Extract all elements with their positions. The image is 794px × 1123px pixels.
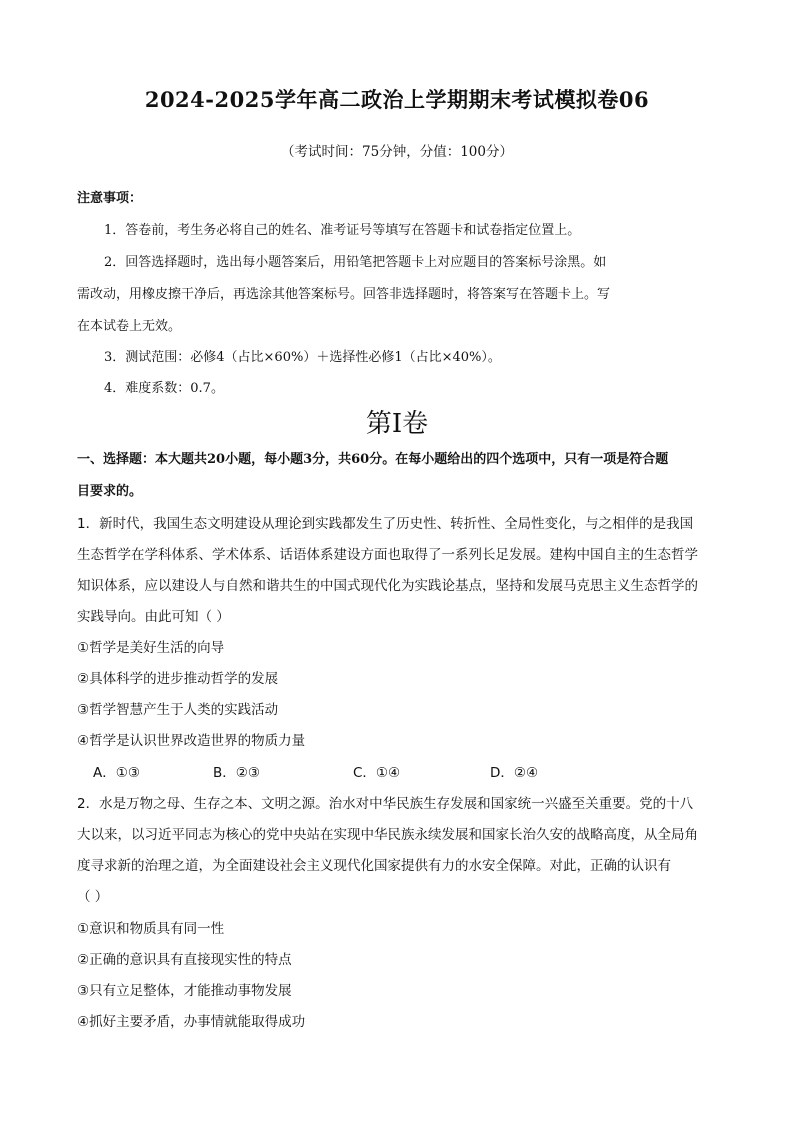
question-2-stem: （ ） bbox=[77, 889, 109, 905]
question-1-statement: ②具体科学的进步推动哲学的发展 bbox=[77, 671, 279, 687]
question-2-statement: ③只有立足整体，才能推动事物发展 bbox=[77, 983, 292, 999]
question-2-stem: 大以来，以习近平同志为核心的党中央站在实现中华民族永续发展和国家长治久安的战略高度，从全局角 bbox=[77, 827, 698, 843]
part-heading: 目要求的。 bbox=[77, 484, 143, 499]
question-1-option-c[interactable]: C．①④ bbox=[353, 765, 401, 781]
question-1-stem: 生态哲学在学科体系、学术体系、话语体系建设方面也取得了一系列长足发展。建构中国自主的生态哲学 bbox=[77, 547, 698, 563]
notice-item: 1．答卷前，考生务必将自己的姓名、准考证号等填写在答题卡和试卷指定位置上。 bbox=[104, 223, 581, 238]
notice-item: 4．难度系数：0.7。 bbox=[104, 381, 224, 396]
question-1-option-a[interactable]: A．①③ bbox=[93, 765, 140, 781]
question-2-statement: ②正确的意识具有直接现实性的特点 bbox=[77, 952, 292, 968]
question-1-stem: 知识体系，应以建设人与自然和谐共生的中国式现代化为实践论基点，坚持和发展马克思主义生态哲学的 bbox=[77, 578, 698, 594]
question-2-stem: 2．水是万物之母、生存之本、文明之源。治水对中华民族生存发展和国家统一兴盛至关重要。党的十八 bbox=[77, 796, 694, 812]
part-heading: 一、选择题：本大题共20小题，每小题3分，共60分。在每小题给出的四个选项中，只有一项是符合题 bbox=[77, 452, 669, 467]
question-1-option-b[interactable]: B．②③ bbox=[213, 765, 260, 781]
question-2-statement: ④抓好主要矛盾，办事情就能取得成功 bbox=[77, 1014, 306, 1030]
question-2-stem: 度寻求新的治理之道，为全面建设社会主义现代化国家提供有力的水安全保障。对此，正确的认识有 bbox=[77, 858, 671, 874]
question-1-statement: ①哲学是美好生活的向导 bbox=[77, 640, 225, 656]
question-1-stem: 实践导向。由此可知（ ） bbox=[77, 609, 230, 625]
question-1-option-d[interactable]: D．②④ bbox=[490, 765, 539, 781]
notice-item-continuation: 需改动，用橡皮擦干净后，再选涂其他答案标号。回答非选择题时，将答案写在答题卡上。写 bbox=[77, 287, 611, 302]
question-1-statement: ④哲学是认识世界改造世界的物质力量 bbox=[77, 733, 306, 749]
notice-item: 2．回答选择题时，选出每小题答案后，用铅笔把答题卡上对应题目的答案标号涂黑。如 bbox=[104, 255, 607, 270]
notice-item: 3．测试范围：必修4（占比×60%）＋选择性必修1（占比×40%）。 bbox=[104, 350, 501, 365]
notice-heading: 注意事项： bbox=[77, 191, 143, 206]
section-title: 第Ⅰ卷 bbox=[365, 409, 429, 439]
exam-subtitle: （考试时间：75分钟，分值：100分） bbox=[281, 144, 513, 160]
question-1-stem: 1．新时代，我国生态文明建设从理论到实践都发生了历史性、转折性、全局性变化，与之相伴的是我国 bbox=[77, 516, 694, 532]
notice-item-continuation: 在本试卷上无效。 bbox=[77, 319, 182, 334]
question-1-statement: ③哲学智慧产生于人类的实践活动 bbox=[77, 702, 279, 718]
exam-title: 2024-2025学年高二政治上学期期末考试模拟卷06 bbox=[144, 87, 650, 112]
question-2-statement: ①意识和物质具有同一性 bbox=[77, 921, 225, 937]
